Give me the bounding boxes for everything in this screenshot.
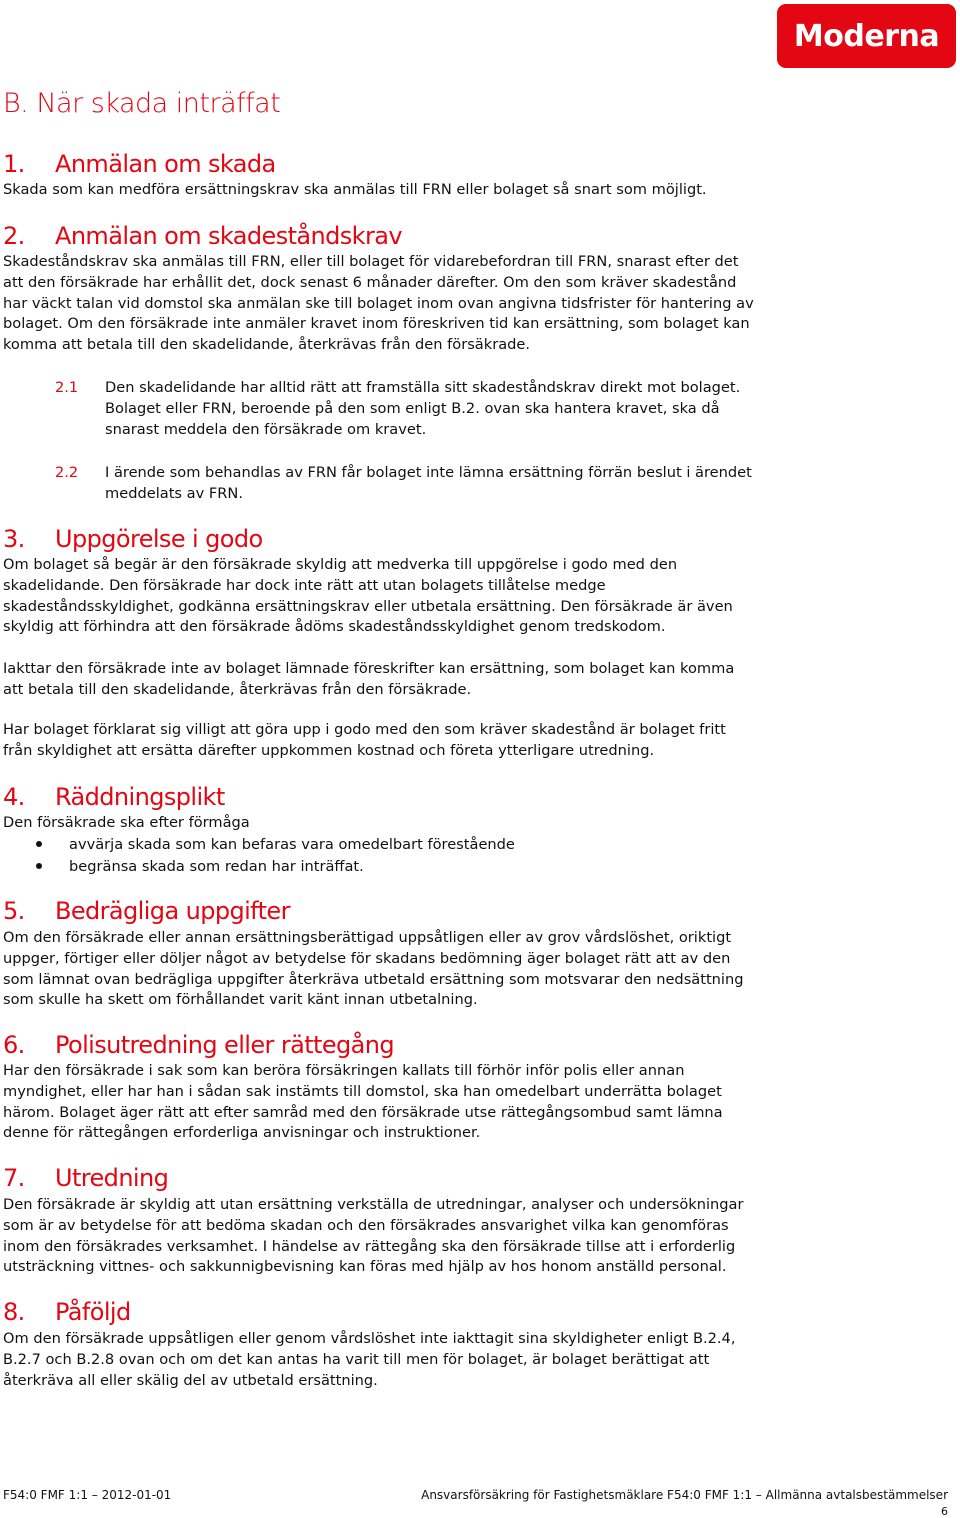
text-line: som lämnat ovan bedrägliga uppgifter återkräva utbetald ersättning som motsvarar den nedsättning: [3, 970, 744, 988]
text-line: Skadeståndskrav ska anmälas till FRN, eller till bolaget för vidarebefordran till FRN, snarast efter det: [3, 253, 739, 270]
text-line: att betala till den skadelidande, återkrävas från den försäkrade.: [3, 680, 472, 698]
text-line: Iakttar den försäkrade inte av bolaget lämnade föreskrifter kan ersättning, som bolaget kan komma: [3, 660, 735, 677]
text-line: I ärende som behandlas av FRN får bolaget inte lämna ersättning förrän beslut i ärendet: [105, 464, 752, 481]
section-number: 1.: [3, 150, 25, 178]
text-line: från skyldighet att ersätta därefter uppkommen kostnad och företa ytterligare utredning.: [3, 741, 655, 759]
bullet-icon: [36, 863, 42, 869]
text-line: Har bolaget förklarat sig villigt att göra upp i godo med den som kräver skadestånd är bolaget fritt: [3, 721, 726, 738]
section-3-paragraph-2: [3, 659, 863, 701]
section-number: 2.: [3, 222, 25, 250]
subsection-text: [105, 378, 740, 440]
section-number: 4.: [3, 783, 25, 811]
bullet-text: begränsa skada som redan har inträffat.: [69, 858, 364, 875]
text-line: har väckt talan vid domstol ska anmälan ske till bolaget inom ovan angivna tidsfrister för hantering av: [3, 294, 754, 312]
section-title: Anmälan om skada: [55, 150, 276, 178]
text-line: Om den försäkrade uppsåtligen eller genom vårdslöshet inte iakttagit sina skyldigheter enligt B.2.4,: [3, 1330, 736, 1347]
text-line: Den försäkrade ska efter förmåga: [3, 814, 250, 831]
text-line: inom den försäkrades verksamhet. I händelse av rättegång ska den försäkrade tillse att i erforderlig: [3, 1237, 736, 1255]
text-line: Har den försäkrade i sak som kan beröra försäkringen kallats till förhör inför polis eller annan: [3, 1062, 685, 1079]
section-title: Anmälan om skadeståndskrav: [55, 222, 402, 250]
text-line: skadelidande. Den försäkrade har dock inte rätt att utan bolagets tillåtelse medge: [3, 576, 606, 594]
section-title: Utredning: [55, 1164, 169, 1192]
section-number: 3.: [3, 525, 25, 553]
section-8-heading: [3, 1298, 131, 1326]
section-6-heading: [3, 1031, 394, 1059]
section-title: Räddningsplikt: [55, 783, 225, 811]
bullet-text: avvärja skada som kan befaras vara omedelbart förestående: [69, 836, 515, 853]
section-number: 5.: [3, 897, 25, 925]
subsection-text: [105, 463, 752, 505]
section-4-heading: [3, 783, 225, 811]
text-line: B.2.7 och B.2.8 ovan och om det kan antas ha varit till men för bolaget, är bolaget berättigat att: [3, 1350, 710, 1368]
section-number: 8.: [3, 1298, 25, 1326]
section-5-heading: [3, 897, 290, 925]
section-2-heading: [3, 222, 402, 250]
text-line: komma att betala till den skadelidande, återkrävas från den försäkrade.: [3, 336, 531, 354]
section-title: Påföljd: [55, 1298, 131, 1326]
text-line: skadeståndsskyldighet, godkänna ersättningskrav eller utbetala ersättning. Den försäkrade är även: [3, 597, 733, 615]
section-title: Polisutredning eller rättegång: [55, 1031, 394, 1059]
section-2-text: [3, 252, 863, 356]
section-7-text: [3, 1195, 863, 1278]
subsection-number: 2.2: [55, 464, 79, 481]
bullet-icon: [36, 841, 42, 847]
section-1-text: [3, 180, 863, 201]
section-number: 6.: [3, 1031, 25, 1059]
footer-left: F54:0 FMF 1:1 – 2012-01-01: [3, 1488, 172, 1502]
text-line: som skulle ha skett om förhållandet varit känt innan utbetalning.: [3, 991, 478, 1009]
section-number: 7.: [3, 1164, 25, 1192]
section-6-text: [3, 1061, 863, 1144]
section-1-heading: [3, 150, 276, 178]
section-3-heading: [3, 525, 263, 553]
footer-right: Ansvarsförsäkring för Fastighetsmäklare F54:0 FMF 1:1 – Allmänna avtalsbestämmelser: [421, 1488, 948, 1502]
section-4-text: [3, 813, 863, 834]
text-line: Om bolaget så begär är den försäkrade skyldig att medverka till uppgörelse i godo med den: [3, 556, 678, 573]
text-line: Skada som kan medföra ersättningskrav ska anmälas till FRN eller bolaget så snart som möjligt.: [3, 181, 707, 198]
text-line: Den skadelidande har alltid rätt att framställa sitt skadeståndskrav direkt mot bolaget.: [105, 379, 741, 396]
text-line: skyldig att förhindra att den försäkrade ådöms skadeståndsskyldighet genom tredskodom.: [3, 618, 666, 636]
section-7-heading: [3, 1164, 168, 1192]
text-line: att den försäkrade har erhållit det, dock senast 6 månader därefter. Om den som kräver skadestånd: [3, 273, 737, 291]
text-line: Den försäkrade är skyldig att utan ersättning verkställa de utredningar, analyser och undersökningar: [3, 1196, 744, 1213]
text-line: snarast meddela den försäkrade om kravet.: [105, 420, 427, 438]
text-line: utsträckning vittnes- och sakkunnigbevisning kan föras med hjälp av hos honom anställd personal.: [3, 1258, 727, 1276]
text-line: som är av betydelse för att bedöma skadan och den försäkrades ansvarighet vilka kan genomföras: [3, 1216, 729, 1234]
text-line: meddelats av FRN.: [105, 484, 243, 502]
main-heading: B. När skada inträffat: [3, 88, 281, 119]
text-line: uppger, förtiger eller döljer något av betydelse för skadans bedömning äger bolaget rätt att av den: [3, 949, 731, 967]
text-line: bolaget. Om den försäkrade inte anmäler kravet inom föreskriven tid kan ersättning, som bolaget kan: [3, 315, 750, 333]
text-line: Bolaget eller FRN, beroende på den som enligt B.2. ovan ska hantera kravet, ska då: [105, 399, 720, 417]
text-line: Om den försäkrade eller annan ersättningsberättigad uppsåtligen eller av grov vårdslöshet, oriktigt: [3, 929, 732, 946]
section-3-paragraph-3: [3, 720, 863, 762]
section-title: Uppgörelse i godo: [55, 525, 263, 553]
subsection-number: 2.1: [55, 379, 79, 396]
page-number: 6: [941, 1505, 948, 1518]
moderna-logo: Moderna: [777, 4, 956, 68]
text-line: återkräva all eller skälig del av utbetald ersättning.: [3, 1371, 378, 1389]
text-line: myndighet, eller har han i sådan sak instämts till domstol, ska han omedelbart underrätta bolaget: [3, 1082, 722, 1100]
section-5-text: [3, 928, 863, 1011]
section-title: Bedrägliga uppgifter: [55, 897, 290, 925]
text-line: härom. Bolaget äger rätt att efter samråd med den försäkrade utse rättegångsombud samt lämna: [3, 1103, 723, 1121]
text-line: denne för rättegången erforderliga anvisningar och instruktioner.: [3, 1124, 481, 1142]
section-8-text: [3, 1329, 863, 1391]
section-3-paragraph-1: [3, 555, 863, 638]
